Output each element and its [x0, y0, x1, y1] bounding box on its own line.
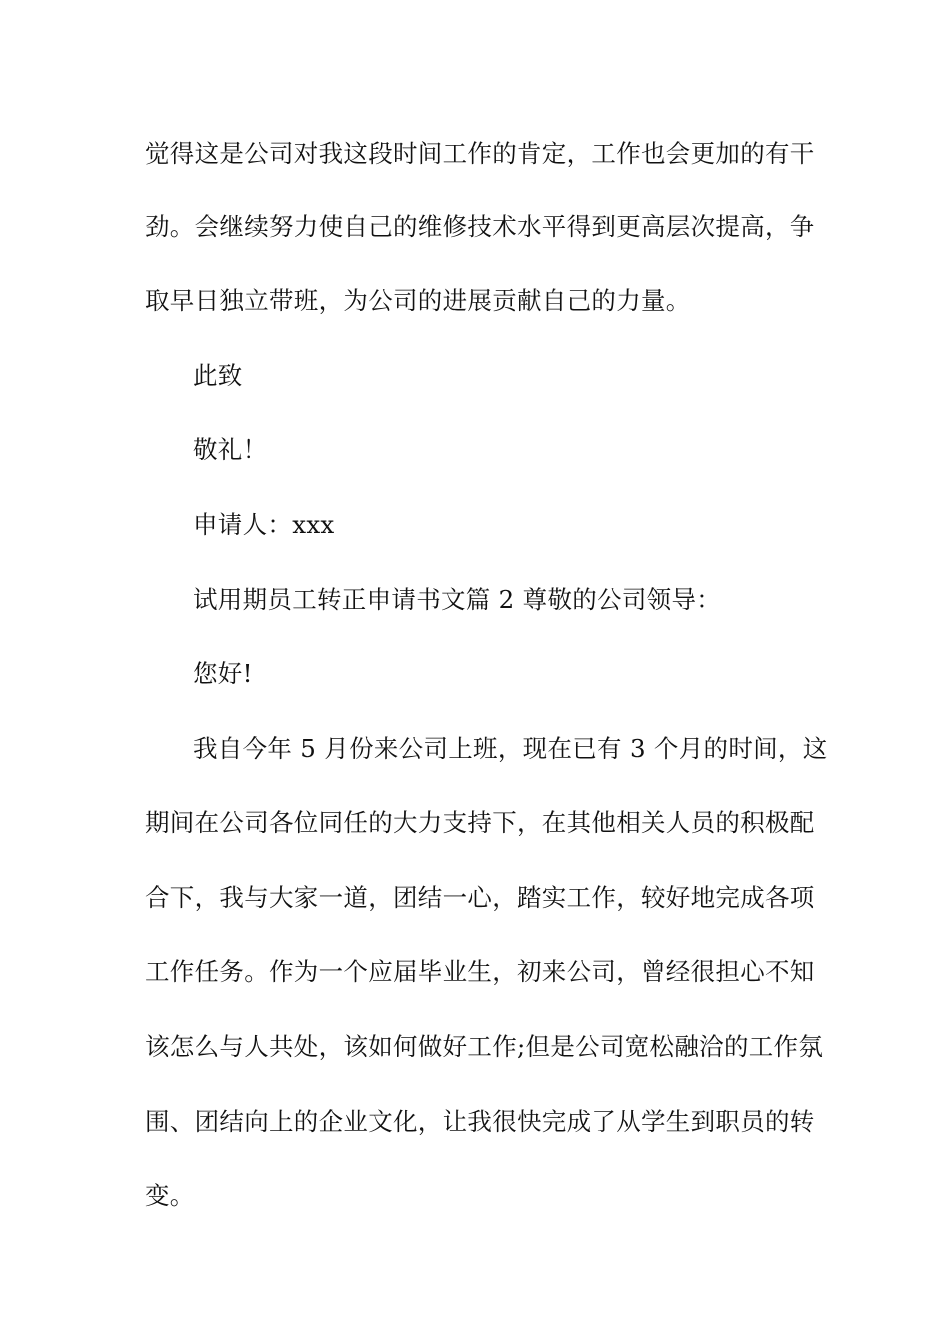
paragraph-line: 劲。会继续努力使自己的维修技术水平得到更高层次提高，争	[145, 212, 815, 241]
paragraph-line: 我自今年 5 月份来公司上班，现在已有 3 个月的时间，这	[193, 734, 828, 763]
paragraph-line: 该怎么与人共处，该如何做好工作;但是公司宽松融洽的工作氛	[145, 1032, 824, 1061]
paragraph-line: 变。	[145, 1181, 195, 1210]
paragraph-line: 取早日独立带班，为公司的进展贡献自己的力量。	[145, 286, 691, 315]
paragraph-line: 合下，我与大家一道，团结一心，踏实工作，较好地完成各项	[145, 883, 815, 912]
closing-salutation: 此致	[193, 361, 243, 390]
paragraph-line: 觉得这是公司对我这段时间工作的肯定，工作也会更加的有干	[145, 139, 815, 168]
section-heading: 试用期员工转正申请书文篇 2 尊敬的公司领导：	[193, 585, 722, 614]
greeting: 您好!	[193, 659, 253, 688]
applicant-signature: 申请人：xxx	[193, 510, 335, 539]
paragraph-line: 期间在公司各位同任的大力支持下，在其他相关人员的积极配	[145, 808, 815, 837]
paragraph-line: 围、团结向上的企业文化，让我很快完成了从学生到职员的转	[145, 1107, 815, 1136]
closing-regards: 敬礼！	[193, 435, 268, 464]
paragraph-line: 工作任务。作为一个应届毕业生，初来公司，曾经很担心不知	[145, 957, 815, 986]
